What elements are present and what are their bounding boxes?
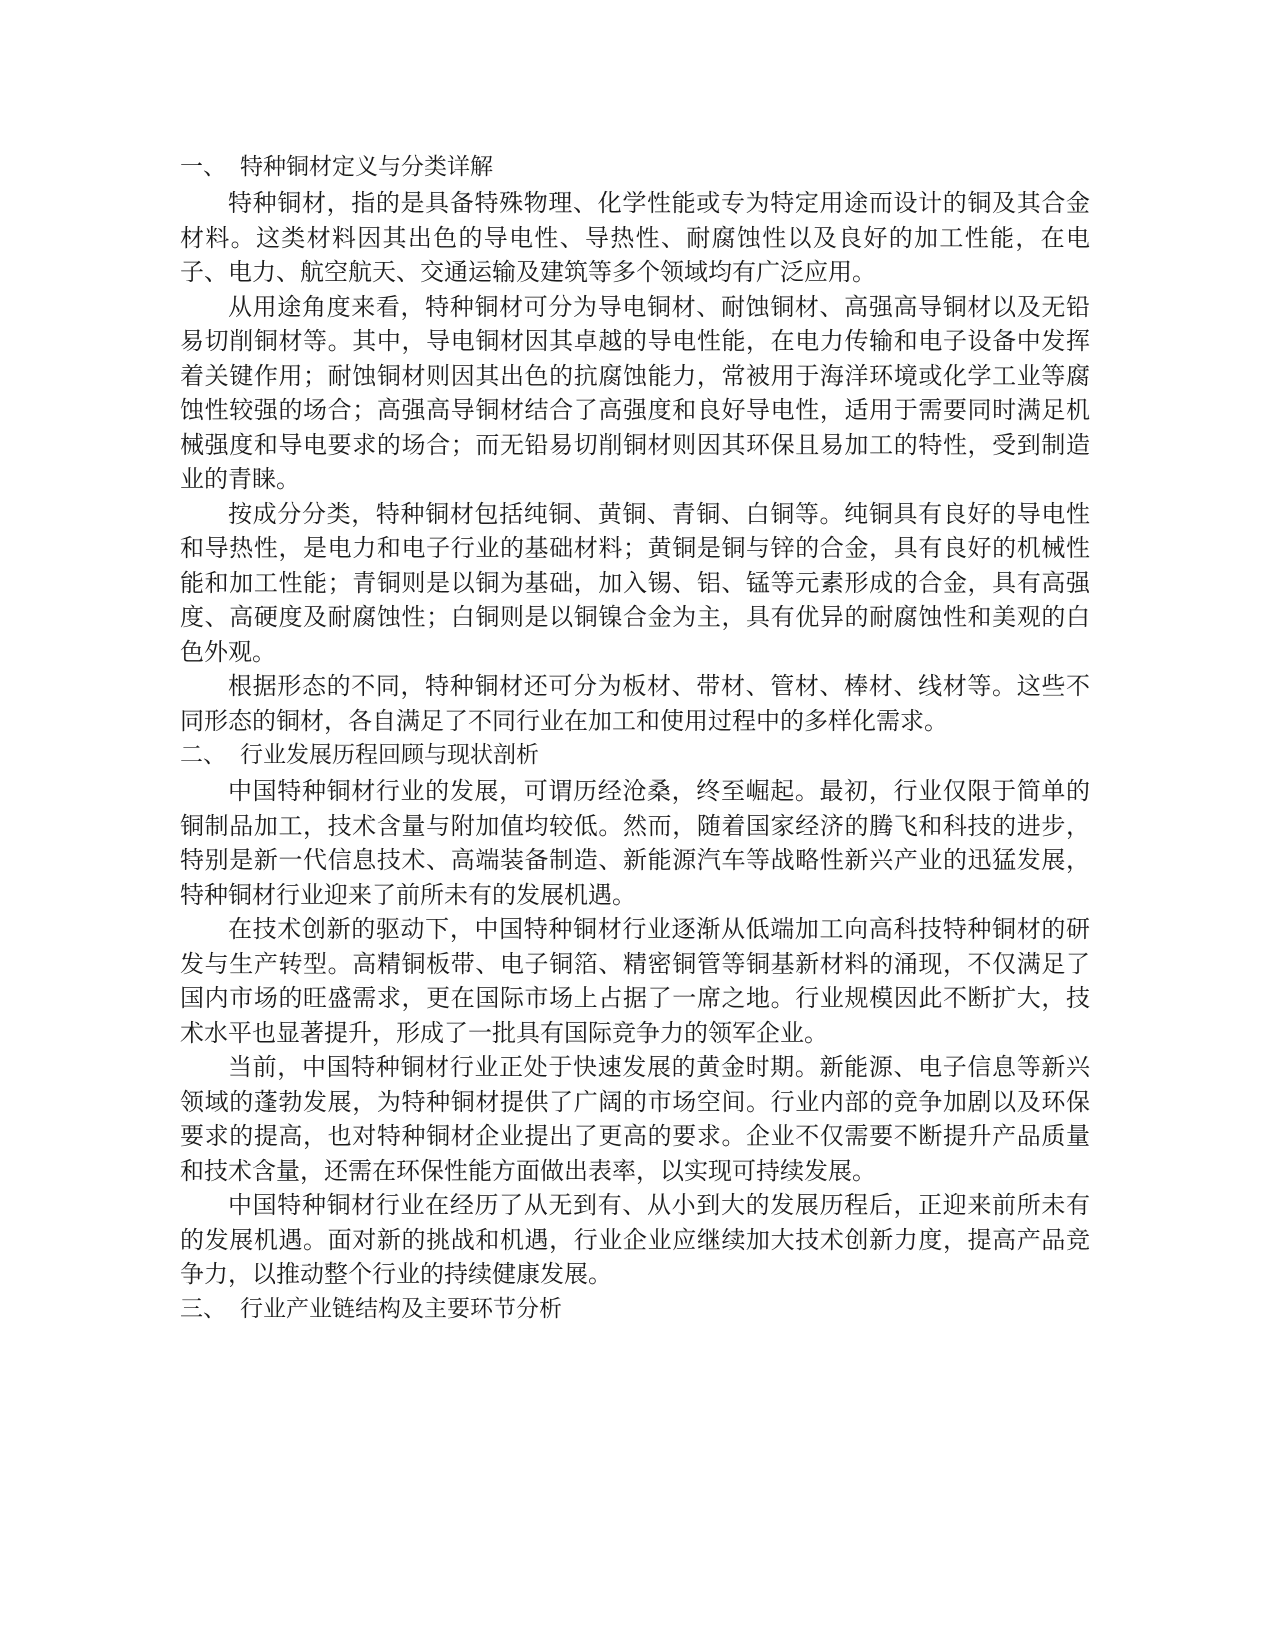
section-3-heading: [180, 1292, 1090, 1326]
section-2-heading: [180, 738, 1090, 772]
section-1-paragraph-3: 按成分分类，特种铜材包括纯铜、黄铜、青铜、白铜等。纯铜具有良好的导电性和导热性，是电力和电子行业的基础材料；黄铜是铜与锌的合金，具有良好的机械性能和加工性能；青铜则是以铜为基础，加入锡、铝、锰等元素形成的合金，具有高强度、高硬度及耐腐蚀性；白铜则是以铜镍合金为主，具有优异的耐腐蚀性和美观的白色外观。: [180, 499, 1090, 666]
section-1-title: 特种铜材定义与分类详解: [240, 154, 493, 180]
section-2-title: 行业发展历程回顾与现状剖析: [240, 742, 539, 768]
section-2-paragraph-1: 中国特种铜材行业的发展，可谓历经沧桑，终至崛起。最初，行业仅限于简单的铜制品加工，技术含量与附加值均较低。然而，随着国家经济的腾飞和科技的进步，特别是新一代信息技术、高端装备制造、新能源汽车等战略性新兴产业的迅猛发展，特种铜材行业迎来了前所未有的发展机遇。: [180, 777, 1090, 909]
section-2-number: 二、: [180, 742, 226, 768]
section-3-number: 三、: [180, 1295, 226, 1322]
section-1-number: 一、: [180, 154, 226, 180]
section-2-paragraph-3: 当前，中国特种铜材行业正处于快速发展的黄金时期。新能源、电子信息等新兴领域的蓬勃发展，为特种铜材提供了广阔的市场空间。行业内部的竞争加剧以及环保要求的提高，也对特种铜材企业提出了更高的要求。企业不仅需要不断提升产品质量和技术含量，还需在环保性能方面做出表率，以实现可持续发展。: [180, 1053, 1090, 1185]
section-1-heading: [180, 150, 1090, 184]
section-1-paragraph-2: 从用途角度来看，特种铜材可分为导电铜材、耐蚀铜材、高强高导铜材以及无铅易切削铜材等。其中，导电铜材因其卓越的导电性能，在电力传输和电子设备中发挥着关键作用；耐蚀铜材则因其出色的抗腐蚀能力，常被用于海洋环境或化学工业等腐蚀性较强的场合；高强高导铜材结合了高强度和良好导电性，适用于需要同时满足机械强度和导电要求的场合；而无铅易切削铜材则因其环保且易加工的特性，受到制造业的青睐。: [180, 292, 1090, 493]
section-1-paragraph-4: 根据形态的不同，特种铜材还可分为板材、带材、管材、棒材、线材等。这些不同形态的铜材，各自满足了不同行业在加工和使用过程中的多样化需求。: [180, 672, 1090, 735]
section-2-paragraph-4: 中国特种铜材行业在经历了从无到有、从小到大的发展历程后，正迎来前所未有的发展机遇。面对新的挑战和机遇，行业企业应继续加大技术创新力度，提高产品竞争力，以推动整个行业的持续健康发展。: [180, 1191, 1090, 1288]
section-1-paragraph-1: 特种铜材，指的是具备特殊物理、化学性能或专为特定用途而设计的铜及其合金材料。这类材料因其出色的导电性、导热性、耐腐蚀性以及良好的加工性能，在电子、电力、航空航天、交通运输及建筑等多个领域均有广泛应用。: [180, 189, 1090, 286]
document-page: [180, 150, 1090, 1328]
section-3-title: 行业产业链结构及主要环节分析: [240, 1295, 562, 1322]
section-2-paragraph-2: 在技术创新的驱动下，中国特种铜材行业逐渐从低端加工向高科技特种铜材的研发与生产转型。高精铜板带、电子铜箔、精密铜管等铜基新材料的涌现，不仅满足了国内市场的旺盛需求，更在国际市场上占据了一席之地。行业规模因此不断扩大，技术水平也显著提升，形成了一批具有国际竞争力的领军企业。: [180, 915, 1090, 1047]
